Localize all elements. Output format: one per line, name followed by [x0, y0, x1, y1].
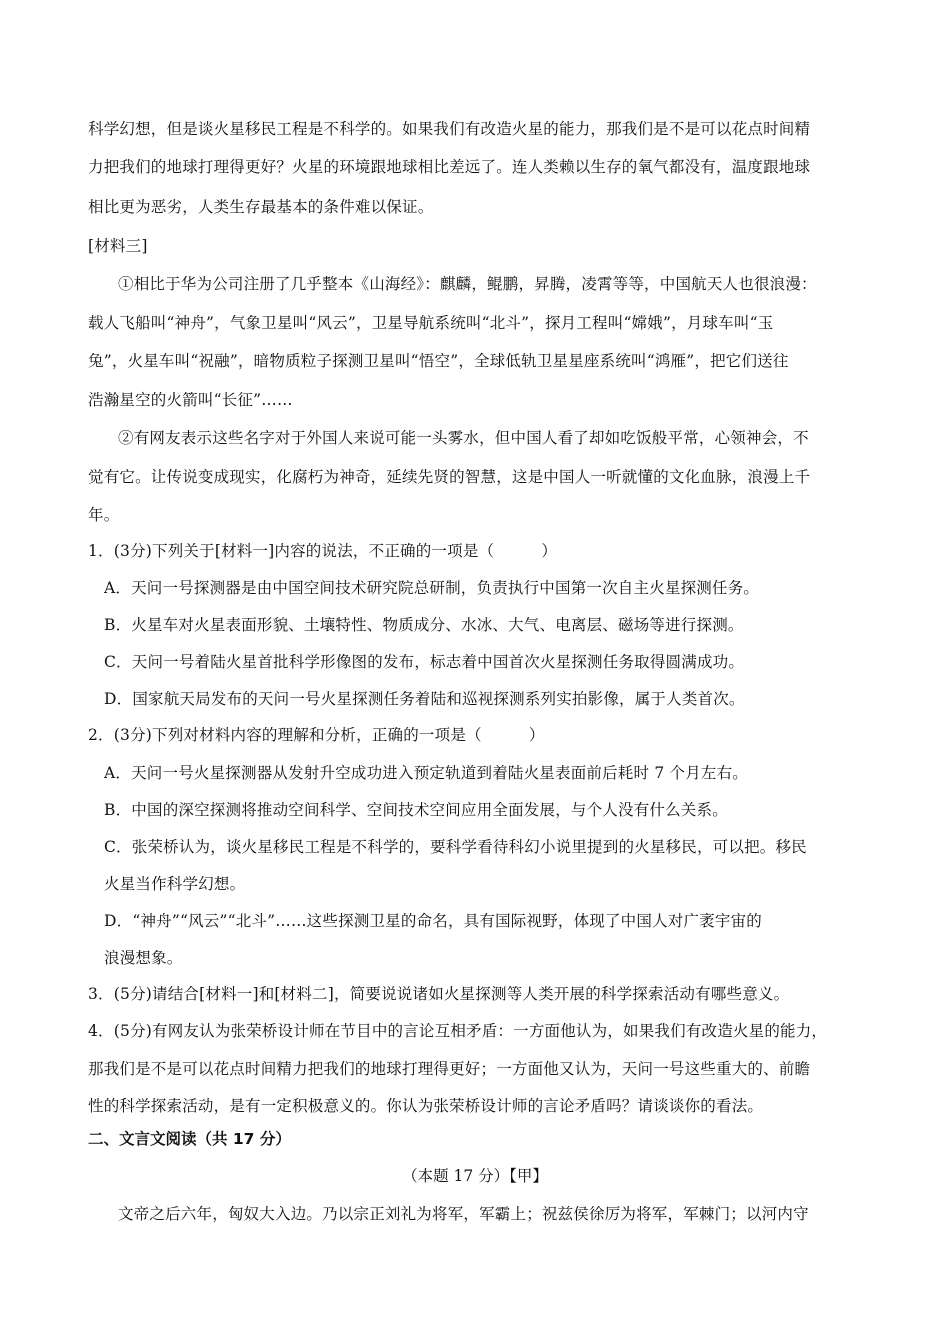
material3-p1-line-3: 兔”，火星车叫“祝融”，暗物质粒子探测卫星叫“悟空”，全球低轨卫星星座系统叫“鸿雁”，把它们送往	[88, 352, 789, 370]
material3-p1-line-2: 载人飞船叫“神舟”，气象卫星叫“风云”，卫星导航系统叫“北斗”，探月工程叫“嫦娥”，月球车叫“玉	[88, 314, 774, 332]
material2-line-1: 科学幻想，但是谈火星移民工程是不科学的。如果我们有改造火星的能力，那我们是不是可以花点时间精	[88, 120, 811, 138]
question-2-option-d-line-2: 浪漫想象。	[104, 949, 183, 967]
question-2-option-a: A．天问一号火星探测器从发射升空成功进入预定轨道到着陆火星表面前后耗时 7 个月左右。	[104, 764, 749, 782]
question-1-option-b: B．火星车对火星表面形貌、土壤特性、物质成分、水冰、大气、电离层、磁场等进行探测。	[104, 616, 744, 634]
material3-p2-line-3: 年。	[88, 506, 120, 524]
question-2-option-c-line-1: C．张荣桥认为，谈火星移民工程是不科学的，要科学看待科幻小说里提到的火星移民，可以把。移民	[104, 838, 807, 856]
question-2-option-c-line-2: 火星当作科学幻想。	[104, 875, 246, 893]
question-2-stem: 2．(3分)下列对材料内容的理解和分析，正确的一项是（ ）	[88, 726, 545, 744]
section-2-first-line: 文帝之后六年，匈奴大入边。乃以宗正刘礼为将军，军霸上；祝兹侯徐厉为将军，军棘门；以河内守	[118, 1205, 809, 1223]
question-1-option-d: D．国家航天局发布的天问一号火星探测任务着陆和巡视探测系列实拍影像，属于人类首次。	[104, 690, 745, 708]
question-3: 3．(5分)请结合[材料一]和[材料二]，简要说说诸如火星探测等人类开展的科学探索活动有哪些意义。	[88, 985, 790, 1003]
question-4-line-3: 性的科学探索活动，是有一定积极意义的。你认为张荣桥设计师的言论矛盾吗？请谈谈你的看法。	[88, 1097, 764, 1115]
section-2-title: 二、文言文阅读（共 17 分）	[88, 1130, 291, 1148]
question-2-option-d-line-1: D．“神舟”“风云”“北斗”……这些探测卫星的命名，具有国际视野，体现了中国人对广袤宇宙的	[104, 912, 762, 930]
question-1-stem: 1．(3分)下列关于[材料一]内容的说法，不正确的一项是（ ）	[88, 542, 558, 560]
question-4-line-1: 4．(5分)有网友认为张荣桥设计师在节目中的言论互相矛盾：一方面他认为，如果我们有改造火星的能力，	[88, 1022, 828, 1040]
material3-p2-line-2: 觉有它。让传说变成现实，化腐朽为神奇，延续先贤的智慧，这是中国人一听就懂的文化血脉，浪漫上千	[88, 468, 811, 486]
section-2-subtitle: （本题 17 分）【甲】	[402, 1167, 548, 1185]
material2-line-2: 力把我们的地球打理得更好？火星的环境跟地球相比差远了。连人类赖以生存的氧气都没有，温度跟地球	[88, 158, 811, 176]
material3-p1-line-4: 浩瀚星空的火箭叫“长征”……	[88, 391, 293, 409]
material3-p1-line-1: ①相比于华为公司注册了几乎整本《山海经》：麒麟，鲲鹏，昇腾，凌霄等等，中国航天人也很浪漫：	[118, 275, 817, 293]
question-2-option-b: B．中国的深空探测将推动空间科学、空间技术空间应用全面发展，与个人没有什么关系。	[104, 801, 728, 819]
question-1-option-a: A．天问一号探测器是由中国空间技术研究院总研制，负责执行中国第一次自主火星探测任务。	[104, 579, 760, 597]
material2-line-3: 相比更为恶劣，人类生存最基本的条件难以保证。	[88, 198, 434, 216]
material3-p2-line-1: ②有网友表示这些名字对于外国人来说可能一头雾水，但中国人看了却如吃饭般平常，心领神会，不	[118, 429, 809, 447]
material3-heading: [材料三]	[88, 237, 148, 255]
question-4-line-2: 那我们是不是可以花点时间精力把我们的地球打理得更好；一方面他又认为，天问一号这些重大的、前瞻	[88, 1060, 811, 1078]
question-1-option-c: C．天问一号着陆火星首批科学形像图的发布，标志着中国首次火星探测任务取得圆满成功。	[104, 653, 745, 671]
